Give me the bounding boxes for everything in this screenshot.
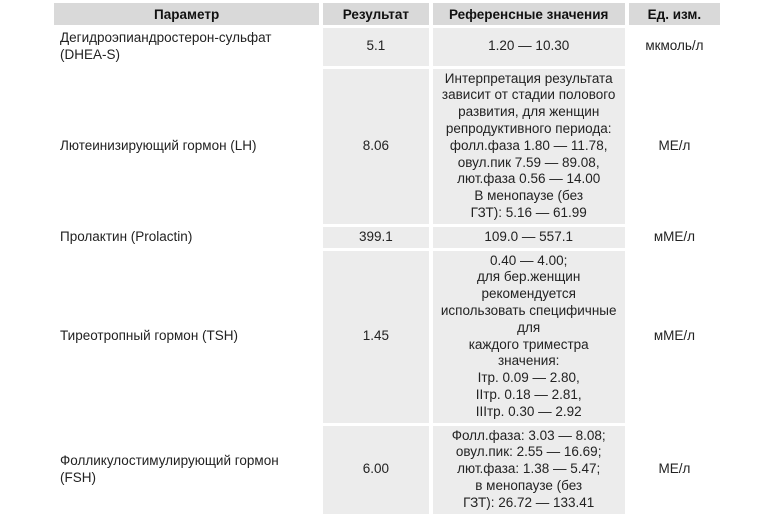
- parameter-name-line: (FSH): [60, 469, 96, 485]
- header-result: Результат: [323, 3, 428, 25]
- header-parameter: Параметр: [54, 3, 319, 25]
- result-value: 8.06: [323, 69, 428, 224]
- reference-line: фолл.фаза 1.80 — 11.78,: [449, 137, 608, 153]
- reference-line: Интерпретация результата: [444, 70, 613, 86]
- parameter-cell: [54, 28, 319, 66]
- parameter-cell: [54, 227, 319, 248]
- table-row: [54, 251, 720, 423]
- reference-line: овул.пик: 2.55 — 16.69;: [455, 444, 602, 460]
- reference-line: для бер.женщин рекомендуется: [477, 269, 581, 302]
- reference-line: ГЗТ): 26.72 — 133.41: [463, 494, 595, 510]
- reference-range-cell: [433, 227, 625, 248]
- reference-line: IIтр. 0.18 — 2.81,: [475, 386, 582, 402]
- parameter-cell: [54, 69, 319, 224]
- hormone-results-table: [50, 0, 724, 517]
- reference-line: В менопаузе (без: [474, 188, 584, 204]
- table-row: [54, 69, 720, 224]
- table-row: [54, 426, 720, 514]
- reference-line: IIIтр. 0.30 — 2.92: [475, 403, 582, 419]
- reference-range-cell: [433, 28, 625, 66]
- reference-line: 0.40 — 4.00;: [490, 252, 568, 268]
- parameter-name-line: Тиреотропный гормон (TSH): [60, 328, 239, 344]
- header-row: [54, 3, 720, 25]
- unit-cell: МЕ/л: [658, 137, 691, 153]
- result-value: 399.1: [323, 227, 428, 248]
- reference-range-cell: [433, 426, 625, 514]
- parameter-name-line: Пролактин (Prolactin): [60, 228, 193, 244]
- result-value: 5.1: [323, 28, 428, 66]
- unit-cell: МЕ/л: [658, 461, 691, 477]
- reference-range-cell: [433, 69, 625, 224]
- unit-cell: мМЕ/л: [653, 228, 696, 244]
- unit-cell: мкмоль/л: [645, 38, 704, 54]
- reference-line: в менопаузе (без: [475, 477, 583, 493]
- reference-range-cell: [433, 251, 625, 423]
- reference-line: лют.фаза 0.56 — 14.00: [457, 171, 601, 187]
- parameter-name-line: Дегидроэпиандростерон-сульфат: [60, 30, 272, 45]
- reference-line: репродуктивного периода:: [445, 120, 612, 136]
- reference-line: каждого триместра значения:: [468, 336, 589, 369]
- reference-line: овул.пик 7.59 — 89.08,: [457, 154, 600, 170]
- reference-line: развития, для женщин: [458, 104, 600, 120]
- reference-line: 109.0 — 557.1: [484, 228, 573, 244]
- result-value: 1.45: [323, 251, 428, 423]
- reference-line: Iтр. 0.09 — 2.80,: [477, 370, 580, 386]
- reference-line: использовать специфичные для: [440, 302, 617, 335]
- reference-line: лют.фаза: 1.38 — 5.47;: [457, 461, 601, 477]
- parameter-cell: [54, 251, 319, 423]
- parameter-name-line: (DHEA-S): [60, 46, 120, 62]
- parameter-name-line: Лютеинизирующий гормон (LH): [60, 137, 257, 153]
- reference-line: Фолл.фаза: 3.03 — 8.08;: [451, 427, 606, 443]
- result-value: 6.00: [323, 426, 428, 514]
- table-row: [54, 227, 720, 248]
- reference-line: ГЗТ): 5.16 — 61.99: [470, 204, 587, 220]
- reference-line: зависит от стадии полового: [441, 87, 616, 103]
- reference-line: 1.20 — 10.30: [488, 38, 570, 54]
- parameter-cell: [54, 426, 319, 514]
- unit-cell: мМЕ/л: [653, 328, 696, 344]
- table-body: [54, 28, 720, 514]
- parameter-name-line: Фолликулостимулирующий гормон: [60, 452, 279, 468]
- header-reference: Референсные значения: [433, 3, 625, 25]
- header-unit: Ед. изм.: [629, 3, 720, 25]
- table-row: [54, 28, 720, 66]
